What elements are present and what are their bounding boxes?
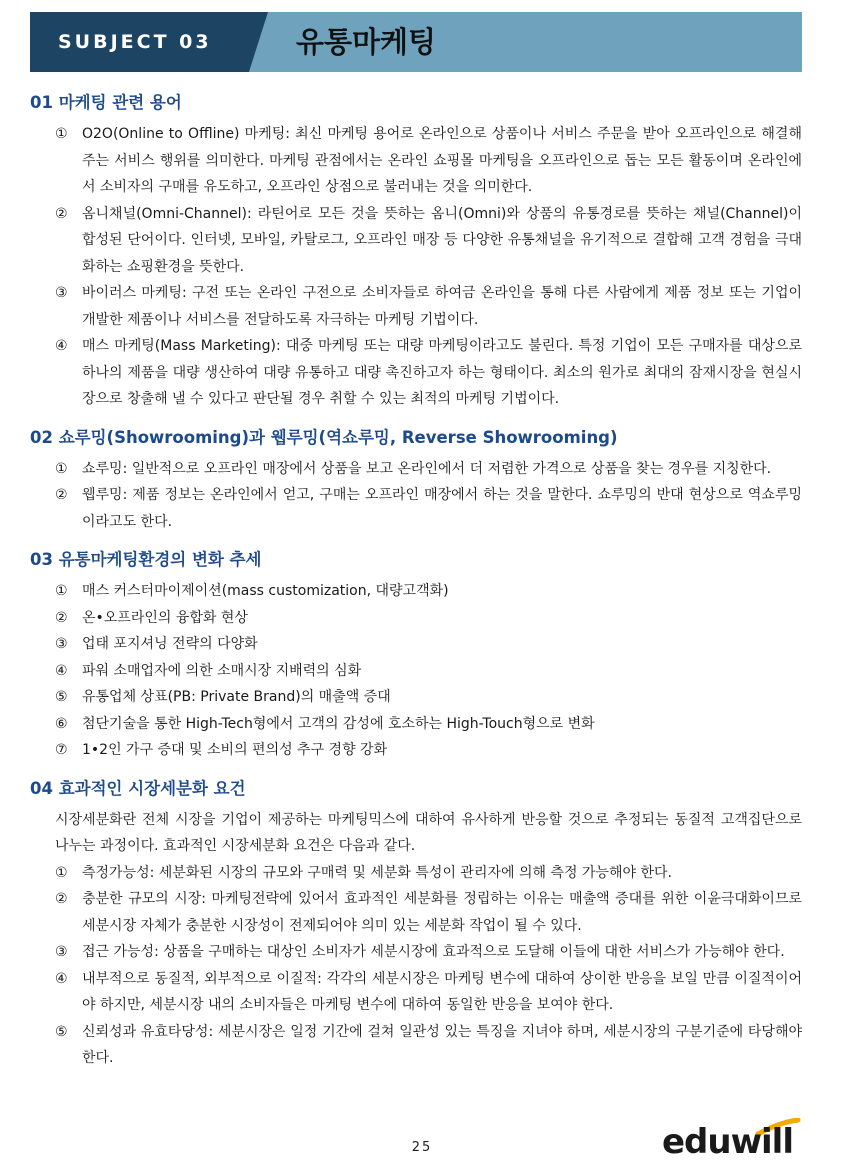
item-text: 측정가능성: 세분화된 시장의 규모와 구매력 및 세분화 특성이 관리자에 의해 측정 가능해야 한다.: [82, 864, 673, 881]
list-item: [30, 456, 802, 483]
section-marketing-terms: [30, 90, 802, 413]
list-item: [30, 886, 802, 939]
item-text: 온•오프라인의 융합화 현상: [82, 609, 248, 626]
item-number: ④: [55, 662, 68, 679]
list-item: [30, 939, 802, 966]
item-number: ⑦: [55, 742, 68, 758]
list-item: [30, 684, 802, 711]
item-text: 접근 가능성: 상품을 구매하는 대상인 소비자가 세분시장에 효과적으로 도달해 이들에 대한 서비스가 가능해야 한다.: [82, 944, 785, 960]
list-item: [30, 482, 802, 535]
logo-wordmark: eduwill: [662, 1122, 793, 1162]
list-item: [30, 280, 802, 333]
item-number: ①: [55, 460, 68, 477]
subject-label: SUBJECT 03: [58, 31, 212, 53]
item-text: 옴니채널(Omni-Channel): 라틴어로 모든 것을 뜻하는 옴니(Omni)와 상품의 유통경로를 뜻하는 채널(Channel)이 합성된 단어이다. 인터넷, 모바일, 카탈로그, 오프라인 매장 등 다양한 유통채널을 유기적으로 결합해 고객 경험을 극대화하는 쇼핑환경을 뜻한다.: [82, 205, 802, 275]
main-content: [30, 90, 802, 1084]
item-number: ①: [55, 864, 68, 881]
item-text: 내부적으로 동질적, 외부적으로 이질적: 각각의 세분시장은 마케팅 변수에 대하여 상이한 반응을 보일 만큼 이질적이어야 하지만, 세분시장 내의 소비자들은 마케팅 변수에 대하여 동일한 반응을 보여야 한다.: [82, 970, 802, 1013]
list-item: [30, 658, 802, 685]
item-text: O2O(Online to Offline) 마케팅: 최신 마케팅 용어로 온라인으로 상품이나 서비스 주문을 받아 오프라인으로 해결해 주는 서비스 행위를 의미한다. 마케팅 관점에서는 온라인 쇼핑몰 마케팅을 오프라인으로 돕는 모든 활동이며 온라인에서 소비자의 구매를 유도하고, 오프라인 상점으로 불러내는 것을 의미한다.: [82, 126, 802, 195]
list-item: [30, 860, 802, 887]
item-number: ②: [55, 891, 68, 907]
item-number: ①: [55, 583, 68, 599]
item-number: ④: [55, 338, 68, 354]
item-text: 쇼루밍: 일반적으로 오프라인 매장에서 상품을 보고 온라인에서 더 저렴한 가격으로 상품을 찾는 경우를 지칭한다.: [82, 460, 772, 477]
item-number: ③: [55, 944, 68, 960]
item-text: 1•2인 가구 증대 및 소비의 편의성 추구 경향 강화: [82, 742, 388, 758]
item-number: ⑥: [55, 715, 68, 732]
list-item: [30, 1019, 802, 1072]
eduwill-logo: [662, 1118, 802, 1162]
item-number: ①: [55, 126, 68, 142]
item-number: ②: [55, 609, 68, 626]
list-item: [30, 711, 802, 738]
section-title: 01 마케팅 관련 용어: [30, 93, 182, 112]
list-item: [30, 631, 802, 658]
item-text: 첨단기술을 통한 High-Tech형에서 고객의 감성에 호소하는 High-Touch형으로 변화: [82, 715, 595, 732]
section-intro: 시장세분화란 전체 시장을 기업이 제공하는 마케팅믹스에 대하여 유사하게 반응할 것으로 추정되는 동질적 고객집단으로 나누는 과정이다. 효과적인 시장세분화 요건은 다음과 같다.: [55, 811, 802, 854]
list-item: [30, 605, 802, 632]
section-segmentation-requirements: [30, 776, 802, 1072]
list-item: [30, 121, 802, 201]
list-item: [30, 966, 802, 1019]
section-environment-trends: [30, 547, 802, 764]
list-item: [30, 333, 802, 413]
list-item: [30, 201, 802, 281]
section-showrooming: [30, 425, 802, 536]
list-item: [30, 737, 802, 764]
item-number: ②: [55, 487, 68, 503]
page-number: 25: [411, 1140, 433, 1155]
page-header: [30, 12, 802, 72]
item-number: ③: [55, 636, 68, 652]
section-title: 04 효과적인 시장세분화 요건: [30, 778, 246, 798]
item-text: 파워 소매업자에 의한 소매시장 지배력의 심화: [82, 662, 362, 679]
item-text: 신뢰성과 유효타당성: 세분시장은 일정 기간에 걸쳐 일관성 있는 특징을 지녀야 하며, 세분시장의 구분기준에 타당해야 한다.: [82, 1023, 802, 1066]
item-number: ④: [55, 970, 68, 987]
item-text: 매스 커스터마이제이션(mass customization, 대량고객화): [82, 583, 449, 599]
item-text: 업태 포지셔닝 전략의 다양화: [82, 636, 258, 652]
item-number: ⑤: [55, 1023, 68, 1040]
item-text: 바이러스 마케팅: 구전 또는 온라인 구전으로 소비자들로 하여금 온라인을 통해 다른 사람에게 제품 정보 또는 기업이 개발한 제품이나 서비스를 전달하도록 자극하는 마케팅 기법이다.: [82, 285, 802, 328]
item-number: ③: [55, 285, 68, 301]
item-text: 매스 마케팅(Mass Marketing): 대중 마케팅 또는 대량 마케팅이라고도 불린다. 특정 기업이 모든 구매자를 대상으로 하나의 제품을 대량 생산하여 대량 유통하고 대량 촉진하고자 하는 형태이다. 최소의 원가로 최대의 잠재시장을 현실시장으로 창출해 낼 수 있다고 판단될 경우 취할 수 있는 최적의 마케팅 기법이다.: [82, 338, 802, 407]
section-title: 03 유통마케팅환경의 변화 추세: [30, 550, 262, 569]
item-number: ②: [55, 205, 68, 222]
item-number: ⑤: [55, 689, 68, 705]
item-text: 웹루밍: 제품 정보는 온라인에서 얻고, 구매는 오프라인 매장에서 하는 것을 말한다. 쇼루밍의 반대 현상으로 역쇼루밍이라고도 한다.: [82, 487, 802, 530]
list-item: [30, 578, 802, 605]
section-title: 02 쇼루밍(Showrooming)과 웹루밍(역쇼루밍, Reverse Showrooming): [30, 427, 618, 447]
item-text: 유통업체 상표(PB: Private Brand)의 매출액 증대: [82, 689, 391, 705]
item-text: 충분한 규모의 시장: 마케팅전략에 있어서 효과적인 세분화를 정립하는 이유는 매출액 증대를 위한 이윤극대화이므로 세분시장 자체가 충분한 시장성이 전제되어야 의미 있는 세분화 작업이 될 수 있다.: [82, 891, 802, 934]
page-title: 유통마케팅: [296, 25, 437, 59]
